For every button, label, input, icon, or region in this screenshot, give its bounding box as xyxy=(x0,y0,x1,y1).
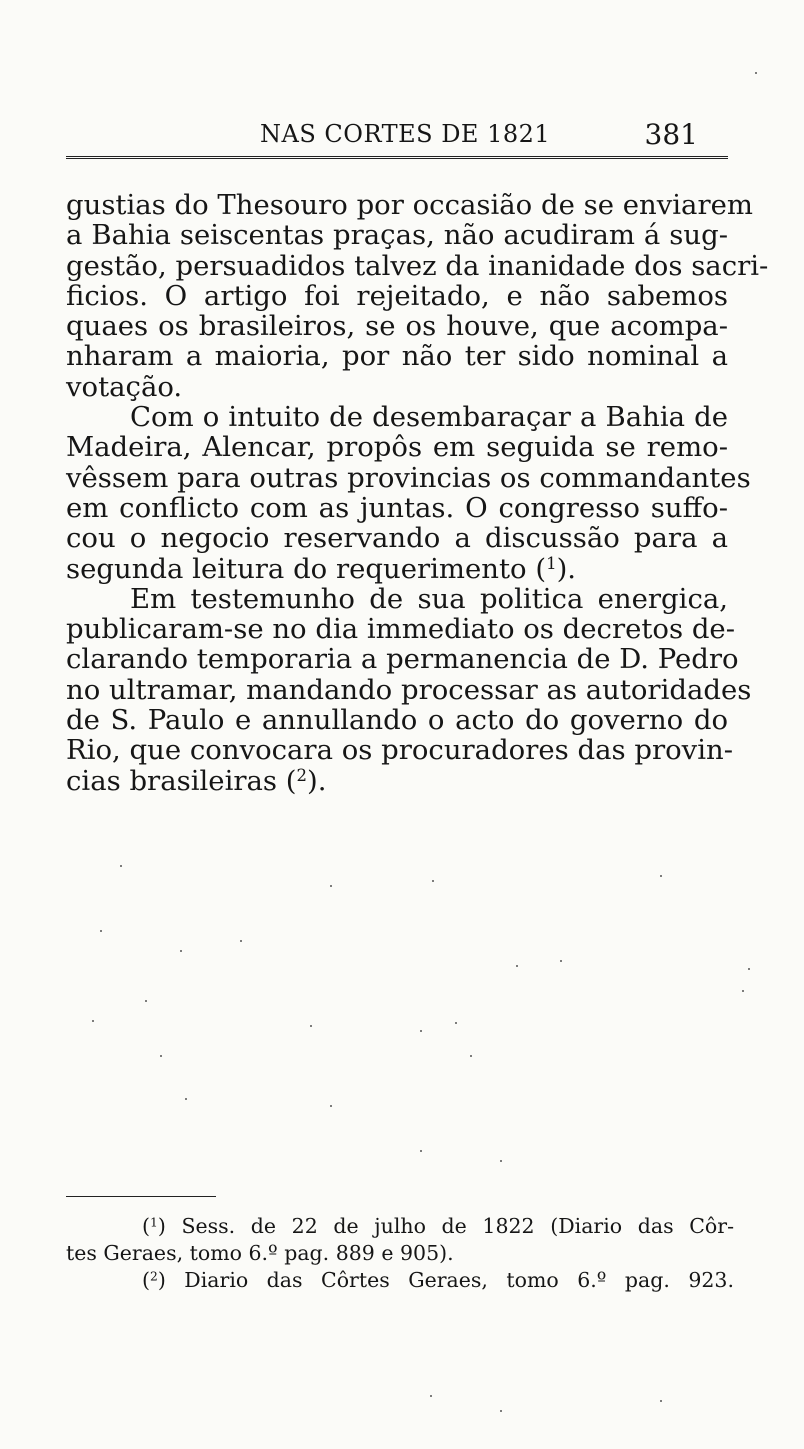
body-line xyxy=(66,734,734,767)
body-line xyxy=(66,523,728,553)
header-rule xyxy=(66,156,728,159)
body-line-text: cias brasileiras ( xyxy=(66,764,297,797)
speck xyxy=(310,1025,312,1027)
body-line-text: a Bahia seiscentas praças, não acudiram á sug- xyxy=(66,219,728,252)
speck xyxy=(660,1400,662,1402)
speck xyxy=(160,1055,162,1057)
speck xyxy=(330,1105,332,1107)
body-line-text: nharam a maioria, por não ter sido nominal a xyxy=(66,340,728,373)
body-line xyxy=(66,220,728,250)
body-line-text: Com o intuito de desembaraçar a Bahia de xyxy=(130,401,728,434)
footnote-marker: 1 xyxy=(546,553,557,573)
footnote-line-text: tes Geraes, tomo 6.º pag. 889 e 905). xyxy=(66,1241,454,1265)
speck xyxy=(185,1098,187,1100)
body-line xyxy=(66,249,769,282)
body-line xyxy=(66,493,728,523)
body-line xyxy=(66,402,728,432)
speck xyxy=(420,1150,422,1152)
body-line xyxy=(66,705,728,735)
speck xyxy=(100,930,102,932)
body-line-text: no ultramar, mandando processar as autoridades xyxy=(66,673,752,706)
speck xyxy=(430,1395,432,1397)
speck xyxy=(660,875,662,877)
footnote-marker: 1 xyxy=(150,1215,158,1230)
speck xyxy=(470,1055,472,1057)
body-line xyxy=(66,554,728,584)
speck xyxy=(240,940,242,942)
body-line-text: Em testemunho de sua politica energica, xyxy=(130,582,728,615)
body-line-text: gestão, persuadidos talvez da inanidade dos sacri- xyxy=(66,249,769,282)
body-line xyxy=(66,281,728,311)
body-line-text: Madeira, Alencar, propôs em seguida se remo- xyxy=(66,431,728,464)
speck xyxy=(420,1030,422,1032)
speck xyxy=(145,1000,147,1002)
body-line xyxy=(66,432,728,462)
body-line xyxy=(66,613,735,646)
body-line xyxy=(66,341,728,371)
page-number: 381 xyxy=(644,118,698,151)
body-line-text: gustias do Thesouro por occasião de se enviarem xyxy=(66,189,753,221)
speck xyxy=(432,880,434,882)
body-line-text: clarando temporaria a permanencia de D. Pedro xyxy=(66,643,739,676)
body-line-text: segunda leitura do requerimento ( xyxy=(66,552,547,585)
body-line-text: ficios. O artigo foi rejeitado, e não sabemos xyxy=(66,279,728,312)
body-line-text: vêssem para outras provincias os commandantes xyxy=(66,461,751,494)
speck xyxy=(748,968,750,970)
body-line xyxy=(66,584,728,614)
speck xyxy=(455,1022,457,1024)
body-line xyxy=(66,372,728,402)
footnote-line xyxy=(66,1240,734,1267)
speck xyxy=(92,1020,94,1022)
speck xyxy=(120,865,122,867)
footnote-separator xyxy=(66,1196,216,1197)
body-line xyxy=(66,189,753,221)
body-line-text: quaes os brasileiros, se os houve, que acompa- xyxy=(66,310,728,343)
body-line xyxy=(66,461,751,494)
body-line-text: cou o negocio reservando a discussão para a xyxy=(66,522,728,555)
footnote-line-text-after: ) Sess. de 22 de julho de 1822 (Diario das Côr- xyxy=(157,1214,734,1238)
body-line-text: votação. xyxy=(66,370,183,403)
speck xyxy=(500,1410,502,1412)
body-line-text: em conflicto com as juntas. O congresso suffo- xyxy=(66,491,728,524)
speck xyxy=(742,990,744,992)
body-text xyxy=(66,189,769,797)
page-header xyxy=(66,120,728,160)
footnote-marker: 2 xyxy=(150,1269,158,1284)
body-line-text-after: ). xyxy=(556,552,577,585)
speck xyxy=(755,72,757,74)
speck xyxy=(330,885,332,887)
body-line-text: publicaram-se no dia immediato os decretos de- xyxy=(66,613,735,646)
body-line xyxy=(66,766,728,796)
body-line-text: Rio, que convocara os procuradores das provin- xyxy=(66,734,734,767)
speck xyxy=(180,950,182,952)
body-line-text: de S. Paulo e annullando o acto do governo do xyxy=(66,704,728,737)
footnote-line xyxy=(66,1267,734,1294)
speck xyxy=(516,965,518,967)
footnote-line-text: ( xyxy=(142,1268,150,1292)
body-line xyxy=(66,673,752,706)
footnotes xyxy=(66,1213,734,1294)
speck xyxy=(500,1160,502,1162)
footnote-line-text: ( xyxy=(142,1214,150,1238)
footnote-marker: 2 xyxy=(296,765,307,785)
body-line-text-after: ). xyxy=(307,764,327,797)
footnote-line xyxy=(66,1213,734,1240)
body-line xyxy=(66,643,739,676)
running-title: NAS CORTES DE 1821 xyxy=(260,120,551,148)
footnote-line-text-after: ) Diario das Côrtes Geraes, tomo 6.º pag. 923. xyxy=(157,1268,734,1292)
speck xyxy=(560,960,562,962)
body-line xyxy=(66,311,728,341)
